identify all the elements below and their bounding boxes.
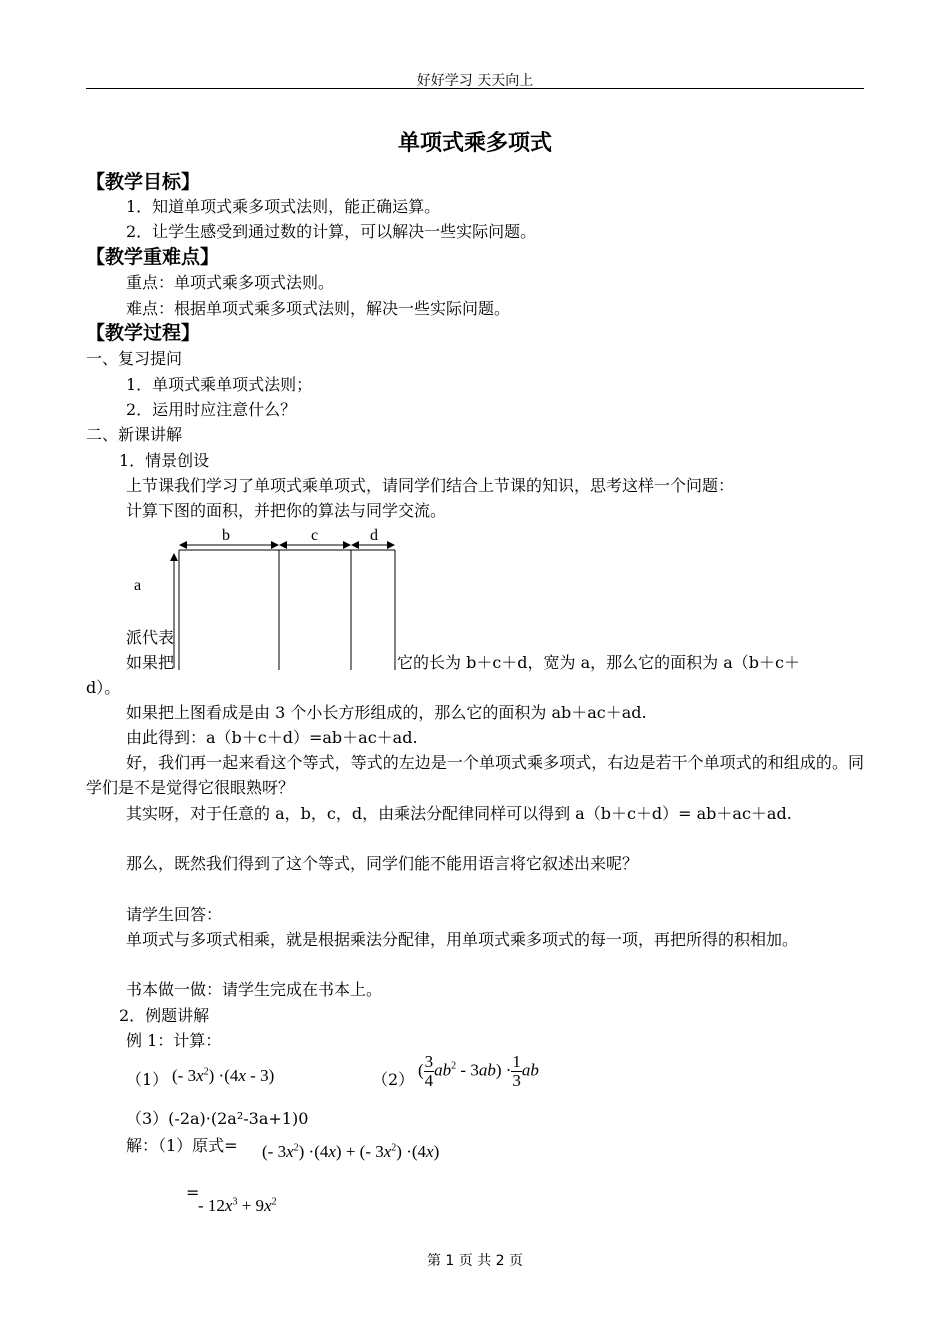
goal-item: 1．知道单项式乘多项式法则，能正确运算。 [126,197,441,216]
part2-heading: 二、新课讲解 [86,425,183,444]
example-title: 例 1：计算： [126,1031,222,1050]
exercise-1-expression: (- $3x^2) \cdot(4x - 3)$ [172,1066,275,1085]
paragraph-text: 它的长为 b＋c＋d，宽为 a，那么它的面积为 a（b＋c＋ [397,653,800,672]
paragraph-text: d）。 [86,678,121,697]
solution-step-1: (- $3x^2) \cdot(4x)$ + (- $3x^2) \cdot(4x)$ [262,1142,440,1161]
rectangle-figure [120,520,410,670]
solution-label: 解：（1）原式= [126,1136,238,1155]
equals-sign: = [186,1183,200,1202]
part1-item: 2．运用时应注意什么？ [126,400,297,419]
subsection-examples: 2．例题讲解 [119,1006,210,1025]
intro-text: 上节课我们学习了单项式乘单项式，请同学们结合上节课的知识，思考这样一个问题： [126,476,735,495]
exercise-3: （3）(-2a)·(2a²-3a+1)0 [126,1109,309,1128]
page-header: 好好学习 天天向上 [416,73,534,89]
keypoint-item: 难点：根据单项式乘多项式法则，解决一些实际问题。 [126,299,511,318]
keypoints-heading: 【教学重难点】 [86,246,220,268]
page-title: 单项式乘多项式 [397,131,552,156]
exercise-2-label: （2） [372,1070,415,1089]
intro-text: 计算下图的面积，并把你的算法与同学交流。 [126,501,447,520]
page-footer: 第 1 页 共 2 页 [426,1253,524,1269]
paragraph-text: 单项式与多项式相乘，就是根据乘法分配律，用单项式乘多项式的每一项，再把所得的积相加。 [126,930,799,949]
exercise-1-label: （1） [126,1070,169,1089]
part1-heading: 一、复习提问 [86,349,183,368]
keypoint-item: 重点：单项式乘多项式法则。 [126,273,335,292]
goals-heading: 【教学目标】 [86,171,201,193]
figure-label-c: c [311,527,319,544]
process-heading: 【教学过程】 [86,322,201,344]
figure-label-d: d [370,527,378,544]
paragraph-text: 由此得到：a（b＋c＋d）=ab＋ac＋ad. [126,728,418,747]
partial-text: 派代表 [126,628,175,647]
solution-step-2: - $12x^3 + 9x^2$ [198,1196,277,1215]
goal-item: 2．让学生感受到通过数的计算，可以解决一些实际问题。 [126,222,537,241]
part1-item: 1．单项式乘单项式法则； [126,375,313,394]
header-rule [86,88,864,89]
figure-label-b: b [222,527,230,544]
paragraph-text: 其实呀，对于任意的 a，b，c，d，由乘法分配律同样可以得到 a（b＋c＋d）= ab＋ac＋ad. [126,804,792,823]
exercise-2-expression: ( $\frac{3}{4}$ $ab^2 - 3ab$) · $\frac{1}{3}$ ab [418,1052,539,1090]
paragraph-text: 那么，既然我们得到了这个等式，同学们能不能用语言将它叙述出来呢？ [126,854,639,873]
paragraph-text: 如果把上图看成是由 3 个小长方形组成的，那么它的面积为 ab＋ac＋ad. [126,703,647,722]
figure-label-a: a [134,577,142,594]
paragraph-text: 好，我们再一起来看这个等式，等式的左边是一个单项式乘多项式，右边是若干个单项式的和组成的。同学们是不是觉得它很眼熟呀？ [86,753,864,797]
paragraph-text: 如果把 [126,653,175,672]
paragraph-text: 书本做一做：请学生完成在书本上。 [126,980,383,999]
paragraph-text: 请学生回答： [126,905,223,924]
subsection-scenario: 1．情景创设 [119,451,210,470]
